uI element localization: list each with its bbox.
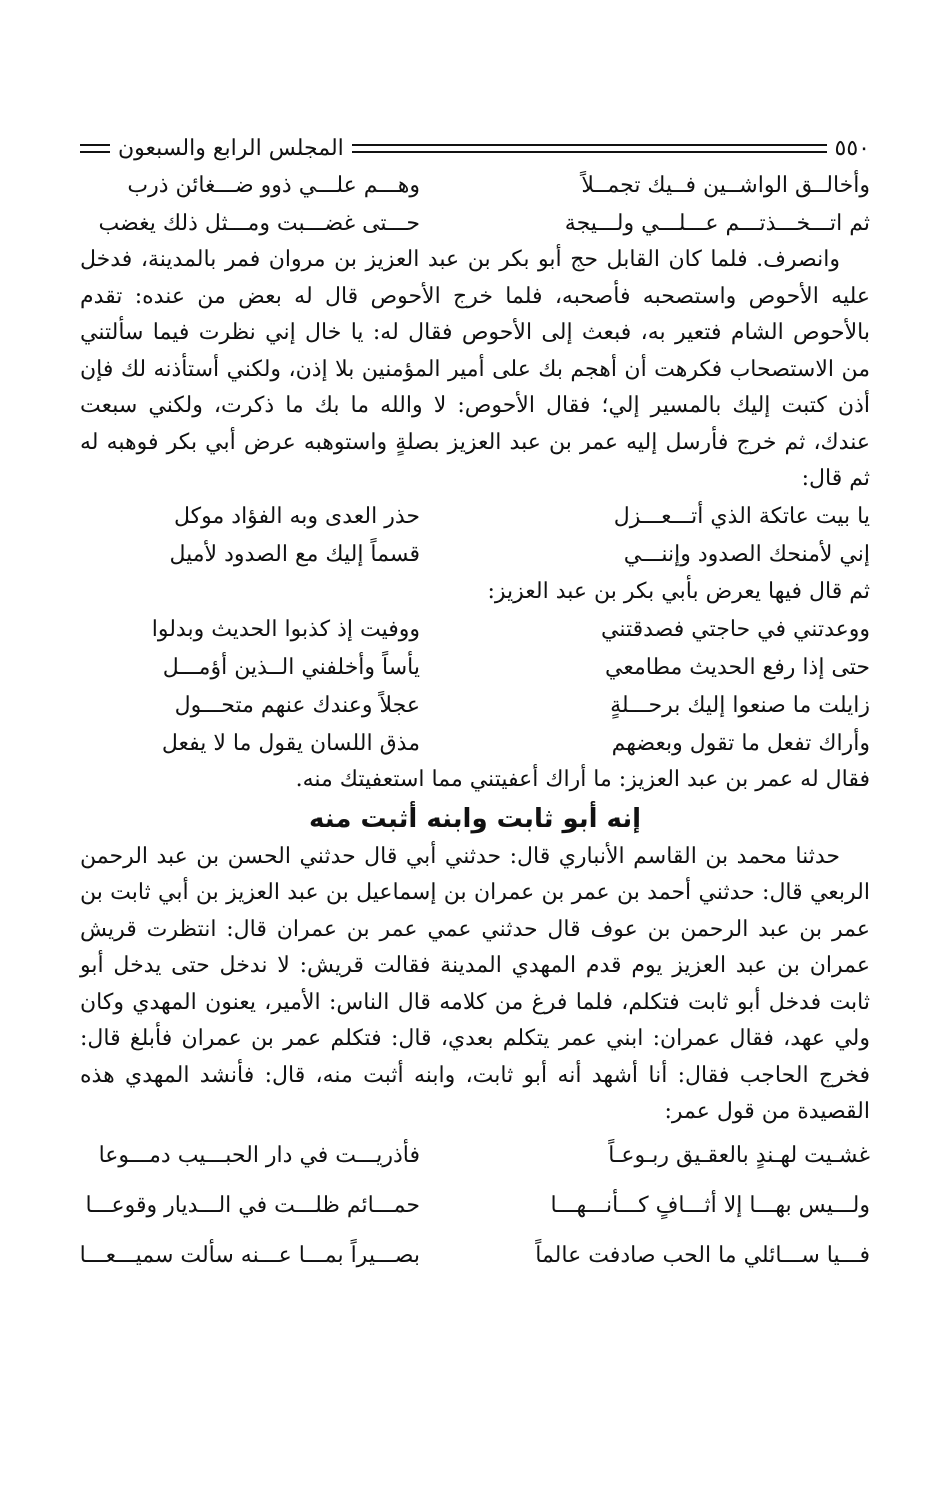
verse-second-half: حمـــائم ظلـــت في الـــديار وقوعـــا xyxy=(85,1193,420,1218)
verse xyxy=(80,648,870,686)
poem-3 xyxy=(80,610,870,762)
verse-first-half: يا بيت عاتكة الذي أتـــعـــزل xyxy=(613,504,870,529)
page xyxy=(80,130,870,1281)
poem-2 xyxy=(80,498,870,574)
verse xyxy=(80,610,870,648)
verse-second-half: بصـــيراً بمـــا عـــنه سألت سميـــعـــا xyxy=(79,1243,420,1268)
verse-first-half: فـــيا ســـائلي ما الحب صادفت عالماً xyxy=(535,1243,870,1268)
page-header xyxy=(80,130,870,166)
verse-first-half: وأخالــق الواشــين فــيك تجمــلاً xyxy=(581,172,870,198)
poem-4 xyxy=(80,1131,870,1281)
chapter-title: المجلس الرابع والسبعون xyxy=(118,135,344,161)
poem-3-intro: ثم قال فيها يعرض بأبي بكر بن عبد العزيز: xyxy=(487,578,870,604)
header-rule xyxy=(352,144,827,153)
verse-second-half: وهـــم علـــي ذوو ضـــغائن ذرب xyxy=(127,172,420,198)
verse xyxy=(80,166,870,204)
poem-1 xyxy=(80,166,870,242)
verse-second-half: مذق اللسان يقول ما لا يفعل xyxy=(161,730,420,756)
paragraph-1: وانصرف. فلما كان القابل حج أبو بكر بن عبد العزيز بن مروان فمر بالمدينة، فدخل عليه الأحوص واستصحبه فأصحبه، فلما خرج الأحوص قال له بعض من عنده: تقدم بالأحوص الشام فتعير به، فبعث إلى الأحوص فقال له: يا خال إني نظرت فيما سألتني من الاستصحاب فكرهت أن أهجم بك على أمير المؤمنين بلا إذن، ولكني أستأذنه لك فإن أذن كتبت إليك بالمسير إلي؛ فقال الأحوص: لا والله ما بك ما ذكرت، ولكني سبعت عندك، ثم خرج فأرسل إليه عمر بن عبد العزيز بصلةٍ واستوهبه عرض أبي بكر فوهبه له ثم قال: xyxy=(80,247,870,491)
verse-first-half: ووعدتني في حاجتي فصدقتني xyxy=(600,616,870,642)
verse-first-half: ولـــيس بهـــا إلا أثـــافٍ كـــأنـــهـــا xyxy=(550,1193,870,1218)
verse-first-half: زايلت ما صنعوا إليك برحـــلةٍ xyxy=(610,692,870,718)
verse-first-half: ثم اتـــخـــذتـــم عـــلـــي ولـــيجة xyxy=(564,210,870,236)
verse xyxy=(80,1181,870,1231)
verse-second-half: حذر العدى وبه الفؤاد موكل xyxy=(174,504,420,529)
verse xyxy=(80,204,870,242)
verse-second-half: فأذريـــت في دار الحبـــيب دمـــوعا xyxy=(98,1143,420,1168)
verse-second-half: عجلاً وعندك عنهم متحـــول xyxy=(174,692,420,718)
verse-first-half: حتى إذا رفع الحديث مطامعي xyxy=(605,654,870,680)
verse-second-half: ووفيت إذ كذبوا الحديث وبدلوا xyxy=(151,616,420,642)
verse xyxy=(80,1231,870,1281)
section-heading: إنه أبو ثابت وابنه أثبت منه xyxy=(309,803,641,834)
verse-second-half: حـــتى غضـــبت ومـــثل ذلك يغضب xyxy=(98,210,420,236)
verse-second-half: يأساً وأخلفني الــذين أؤمـــل xyxy=(162,654,420,680)
header-rule-end xyxy=(80,144,110,153)
verse xyxy=(80,1131,870,1181)
verse xyxy=(80,536,870,574)
verse-first-half: غشـيت لهـندٍ بالعقـيق ربـوعـاً xyxy=(608,1143,870,1168)
verse-second-half: قسماً إليك مع الصدود لأميل xyxy=(169,542,420,567)
paragraph-2: حدثنا محمد بن القاسم الأنباري قال: حدثني أبي قال حدثني الحسن بن عبد الرحمن الربعي قال: حدثني أحمد بن عمر بن عمران بن إسماعيل بن عبد العزيز بن أبي ثابت بن عمر بن عبد الرحمن بن عوف قال حدثني عمي عمر بن عمران قال: انتظرت قريش عمران بن عبد العزيز يوم قدم المهدي المدينة فقالت قريش: لا ندخل حتى يدخل أبو ثابت فدخل أبو ثابت فتكلم، فلما فرغ من كلامه قال الناس: الأمير، يعنون المهدي وكان ولي عهد، فقال عمران: ابني عمر يتكلم بعدي، قال: فتكلم عمر بن عمران فأبلغ قال: فخرج الحاجب فقال: أنا أشهد أنه أبو ثابت، وابنه أثبت منه، قال: فأنشد المهدي هذه القصيدة من قول عمر: xyxy=(80,843,870,1124)
verse-first-half: إني لأمنحك الصدود وإننـــي xyxy=(623,542,870,567)
verse xyxy=(80,498,870,536)
verse-first-half: وأراك تفعل ما تقول وبعضهم xyxy=(611,730,870,756)
verse xyxy=(80,724,870,762)
poem-3-closing: فقال له عمر بن عبد العزيز: ما أراك أعفيتني مما استعفيتك منه. xyxy=(295,767,870,792)
verse xyxy=(80,686,870,724)
page-number: ٥٥٠ xyxy=(834,135,870,161)
